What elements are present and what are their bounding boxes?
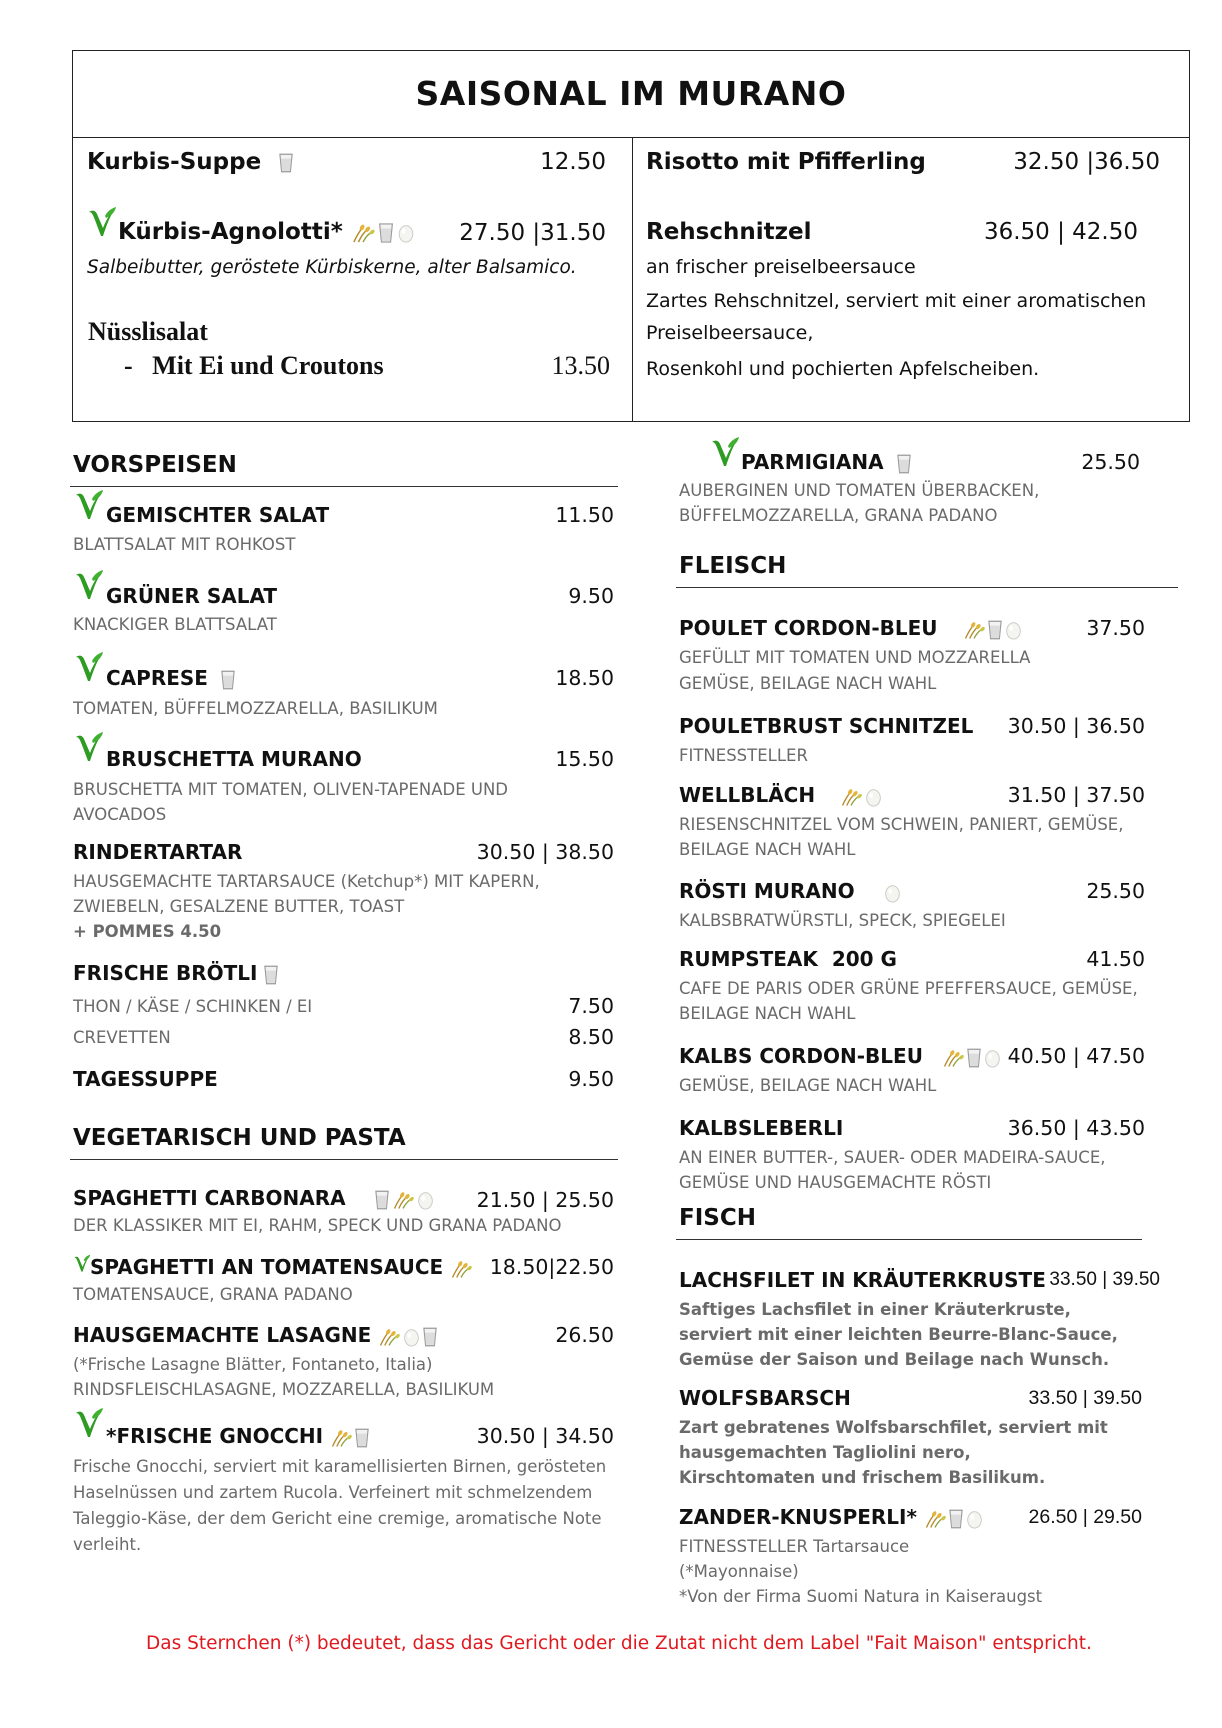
menu-item-name: GEMISCHTER SALAT (106, 503, 330, 527)
menu-item-name: KALBSLEBERLI (679, 1116, 844, 1140)
section-divider (70, 486, 618, 487)
menu-item-price: 41.50 (1086, 947, 1145, 971)
vegetarian-v-icon (73, 489, 105, 523)
menu-item-price: 30.50 | 34.50 (476, 1424, 614, 1448)
menu-item-desc: RIESENSCHNITZEL VOM SCHWEIN, PANIERT, GEMÜSE, (679, 815, 1124, 834)
milk-glass-icon (378, 223, 394, 243)
vegetarian-v-icon (73, 1254, 91, 1274)
section-divider (676, 587, 1178, 588)
milk-glass-icon (375, 1190, 389, 1210)
menu-item-price: 26.50 (555, 1323, 614, 1347)
menu-subitem-label: CREVETTEN (73, 1028, 171, 1047)
menu-item-desc: Kirschtomaten und frischem Basilikum. (679, 1468, 1046, 1487)
menu-item-desc: RINDSFLEISCHLASAGNE, MOZZARELLA, BASILIKUM (73, 1380, 495, 1399)
menu-item-price: 30.50 | 36.50 (1007, 714, 1145, 738)
menu-item-desc: Frische Gnocchi, serviert mit karamellisierten Birnen, gerösteten (73, 1457, 607, 1476)
menu-item-name: RINDERTARTAR (73, 840, 243, 864)
menu-subitem-price: 8.50 (568, 1025, 614, 1049)
menu-item-name: *FRISCHE GNOCCHI (106, 1424, 369, 1448)
menu-item-name: TAGESSUPPE (73, 1067, 218, 1091)
seasonal-item-name: Nüsslisalat (88, 317, 208, 346)
section-divider (70, 1159, 618, 1160)
menu-item-desc: hausgemachten Tagliolini nero, (679, 1443, 971, 1462)
section-title-fisch: FISCH (679, 1205, 756, 1231)
seasonal-title-row (72, 50, 1190, 138)
seasonal-item-price: 12.50 (540, 149, 606, 175)
menu-item-extra: + POMMES 4.50 (73, 922, 222, 941)
egg-icon (397, 223, 415, 243)
menu-item-price: 31.50 | 37.50 (1007, 783, 1145, 807)
wheat-icon (924, 1509, 946, 1529)
menu-item-price: 33.50 | 39.50 (1049, 1269, 1160, 1290)
menu-item-desc: (*Frische Lasagne Blätter, Fontaneto, Italia) (73, 1355, 433, 1374)
menu-item-price: 15.50 (555, 747, 614, 771)
milk-glass-icon (355, 1428, 369, 1448)
milk-glass-icon (988, 620, 1002, 640)
menu-item-price: 30.50 | 38.50 (476, 840, 614, 864)
egg-icon (884, 883, 901, 903)
seasonal-item-price: 13.50 (551, 351, 610, 380)
menu-item-name: HAUSGEMACHTE LASAGNE (73, 1323, 437, 1347)
egg-icon (403, 1327, 420, 1347)
wheat-icon (840, 787, 862, 807)
seasonal-item-desc: Salbeibutter, geröstete Kürbiskerne, alter Balsamico. (87, 257, 577, 278)
menu-item-price: 21.50 | 25.50 (476, 1188, 614, 1212)
egg-icon (1005, 620, 1022, 640)
menu-item-price: 25.50 (1086, 879, 1145, 903)
vegetarian-v-icon (73, 1407, 105, 1441)
seasonal-item-price: 32.50 |36.50 (1013, 149, 1160, 175)
wheat-icon (392, 1190, 414, 1210)
section-divider (676, 1239, 1142, 1240)
menu-item-name: FRISCHE BRÖTLI (73, 961, 278, 985)
menu-item-price: 26.50 | 29.50 (1028, 1506, 1142, 1528)
seasonal-item-price: 27.50 |31.50 (459, 220, 606, 246)
menu-item-price: 11.50 (555, 503, 614, 527)
milk-glass-icon (949, 1509, 963, 1529)
section-title-vorspeisen: VORSPEISEN (73, 452, 237, 478)
menu-item-desc: GEFÜLLT MIT TOMATEN UND MOZZARELLA (679, 648, 1031, 667)
menu-item-price: 25.50 (1081, 450, 1140, 474)
menu-item-name: KALBS CORDON-BLEU (679, 1044, 1001, 1068)
menu-item-desc: CAFE DE PARIS ODER GRÜNE PFEFFERSAUCE, GEMÜSE, (679, 979, 1138, 998)
milk-glass-icon (897, 454, 911, 474)
menu-item-name: POULETBRUST SCHNITZEL (679, 714, 974, 738)
menu-item-name: RUMPSTEAK 200 G (679, 947, 897, 971)
menu-item-desc: TOMATENSAUCE, GRANA PADANO (73, 1285, 353, 1304)
seasonal-item-desc: Zartes Rehschnitzel, serviert mit einer aromatischen (646, 290, 1147, 312)
menu-subitem-price: 7.50 (568, 994, 614, 1018)
menu-item-price: 33.50 | 39.50 (1028, 1387, 1142, 1409)
wheat-icon (330, 1428, 352, 1448)
vegetarian-v-icon (73, 651, 105, 685)
menu-item-name: CAPRESE (106, 666, 235, 690)
menu-item-name: WOLFSBARSCH (679, 1386, 851, 1410)
menu-item-desc: *Von der Firma Suomi Natura in Kaiseraugst (679, 1587, 1043, 1606)
milk-glass-icon (279, 153, 293, 173)
seasonal-item-sub: - Mit Ei und Croutons (124, 351, 384, 380)
vegetarian-v-icon (73, 569, 105, 603)
menu-item-desc: Gemüse der Saison und Beilage nach Wunsch. (679, 1350, 1110, 1369)
menu-item-desc: BLATTSALAT MIT ROHKOST (73, 535, 296, 554)
menu-item-name: PARMIGIANA (741, 450, 911, 474)
menu-item-price: 18.50|22.50 (489, 1255, 614, 1279)
seasonal-item-price: 36.50 | 42.50 (983, 219, 1138, 245)
seasonal-title: SAISONAL IM MURANO (415, 74, 847, 113)
section-title-fleisch: FLEISCH (679, 553, 787, 579)
menu-item-price: 9.50 (568, 1067, 614, 1091)
menu-item-price: 36.50 | 43.50 (1007, 1116, 1145, 1140)
seasonal-item-desc: Preiselbeersauce, (646, 322, 814, 344)
fait-maison-footnote: Das Sternchen (*) bedeutet, dass das Gericht oder die Zutat nicht dem Label "Fait Maison" entspricht. (146, 1633, 1092, 1654)
menu-item-desc: FITNESSTELLER (679, 746, 808, 765)
menu-item-name: POULET CORDON-BLEU (679, 616, 1022, 640)
menu-item-price: 40.50 | 47.50 (1007, 1044, 1145, 1068)
menu-item-desc: KNACKIGER BLATTSALAT (73, 615, 277, 634)
menu-item-desc: Taleggio-Käse, der dem Gericht eine cremige, aromatische Note (73, 1509, 602, 1528)
seasonal-item-name: Rehschnitzel (646, 219, 812, 245)
milk-glass-icon (264, 965, 278, 985)
vegetarian-v-icon (73, 731, 105, 765)
menu-item-price: 9.50 (568, 584, 614, 608)
menu-item-desc: GEMÜSE UND HAUSGEMACHTE RÖSTI (679, 1173, 992, 1192)
seasonal-item-desc: an frischer preiselbeersauce (646, 256, 916, 278)
wheat-icon (942, 1048, 964, 1068)
menu-item-desc: BEILAGE NACH WAHL (679, 840, 856, 859)
menu-item-desc: GEMÜSE, BEILAGE NACH WAHL (679, 674, 937, 693)
menu-item-desc: BEILAGE NACH WAHL (679, 1004, 856, 1023)
menu-item-desc: AN EINER BUTTER-, SAUER- ODER MADEIRA-SAUCE, (679, 1148, 1106, 1167)
menu-item-desc: (*Mayonnaise) (679, 1562, 799, 1581)
seasonal-item-name: Kurbis-Suppe (87, 149, 293, 175)
menu-item-desc: FITNESSTELLER Tartarsauce (679, 1537, 910, 1556)
seasonal-divider (632, 137, 633, 422)
menu-item-desc: AUBERGINEN UND TOMATEN ÜBERBACKEN, (679, 481, 1040, 500)
menu-item-name: RÖSTI MURANO (679, 879, 901, 903)
menu-item-desc: KALBSBRATWÜRSTLI, SPECK, SPIEGELEI (679, 911, 1006, 930)
milk-glass-icon (967, 1048, 981, 1068)
egg-icon (865, 787, 882, 807)
menu-item-desc: Haselnüssen und zartem Rucola. Verfeinert mit schmelzendem (73, 1483, 593, 1502)
menu-item-desc: GEMÜSE, BEILAGE NACH WAHL (679, 1076, 937, 1095)
egg-icon (966, 1509, 983, 1529)
menu-item-name: LACHSFILET IN KRÄUTERKRUSTE (679, 1268, 1046, 1292)
menu-item-name: GRÜNER SALAT (106, 584, 278, 608)
menu-item-desc: serviert mit einer leichten Beurre-Blanc-Sauce, (679, 1325, 1118, 1344)
menu-item-desc: Saftiges Lachsfilet in einer Kräuterkruste, (679, 1300, 1071, 1319)
menu-item-desc: BRUSCHETTA MIT TOMATEN, OLIVEN-TAPENADE UND (73, 780, 509, 799)
menu-item-name: WELLBLÄCH (679, 783, 882, 807)
wheat-icon (963, 620, 985, 640)
vegetarian-v-icon (87, 206, 117, 240)
menu-item-desc: verleiht. (73, 1535, 142, 1554)
menu-item-desc: DER KLASSIKER MIT EI, RAHM, SPECK UND GRANA PADANO (73, 1216, 562, 1235)
wheat-icon (351, 223, 375, 243)
menu-item-price: 37.50 (1086, 616, 1145, 640)
menu-item-desc: TOMATEN, BÜFFELMOZZARELLA, BASILIKUM (73, 699, 438, 718)
menu-subitem-label: THON / KÄSE / SCHINKEN / EI (73, 997, 313, 1016)
vegetarian-v-icon (709, 436, 741, 470)
menu-item-desc: Zart gebratenes Wolfsbarschfilet, serviert mit (679, 1418, 1108, 1437)
menu-item-desc: AVOCADOS (73, 805, 167, 824)
milk-glass-icon (423, 1327, 437, 1347)
section-title-vegetarisch: VEGETARISCH UND PASTA (73, 1125, 406, 1151)
seasonal-item-name: Kürbis-Agnolotti* (118, 219, 415, 245)
menu-item-name: BRUSCHETTA MURANO (106, 747, 362, 771)
egg-icon (417, 1190, 434, 1210)
milk-glass-icon (221, 670, 235, 690)
menu-item-name: SPAGHETTI AN TOMATENSAUCE (90, 1255, 472, 1279)
menu-item-name: SPAGHETTI CARBONARA (73, 1186, 434, 1210)
menu-item-name: ZANDER-KNUSPERLI* (679, 1505, 983, 1529)
seasonal-item-desc: Rosenkohl und pochierten Apfelscheiben. (646, 358, 1040, 380)
wheat-icon (378, 1327, 400, 1347)
menu-item-desc: ZWIEBELN, GESALZENE BUTTER, TOAST (73, 897, 405, 916)
menu-item-desc: HAUSGEMACHTE TARTARSAUCE (Ketchup*) MIT KAPERN, (73, 872, 540, 891)
menu-item-desc: BÜFFELMOZZARELLA, GRANA PADANO (679, 506, 998, 525)
menu-item-price: 18.50 (555, 666, 614, 690)
seasonal-item-name: Risotto mit Pfifferling (646, 149, 926, 175)
